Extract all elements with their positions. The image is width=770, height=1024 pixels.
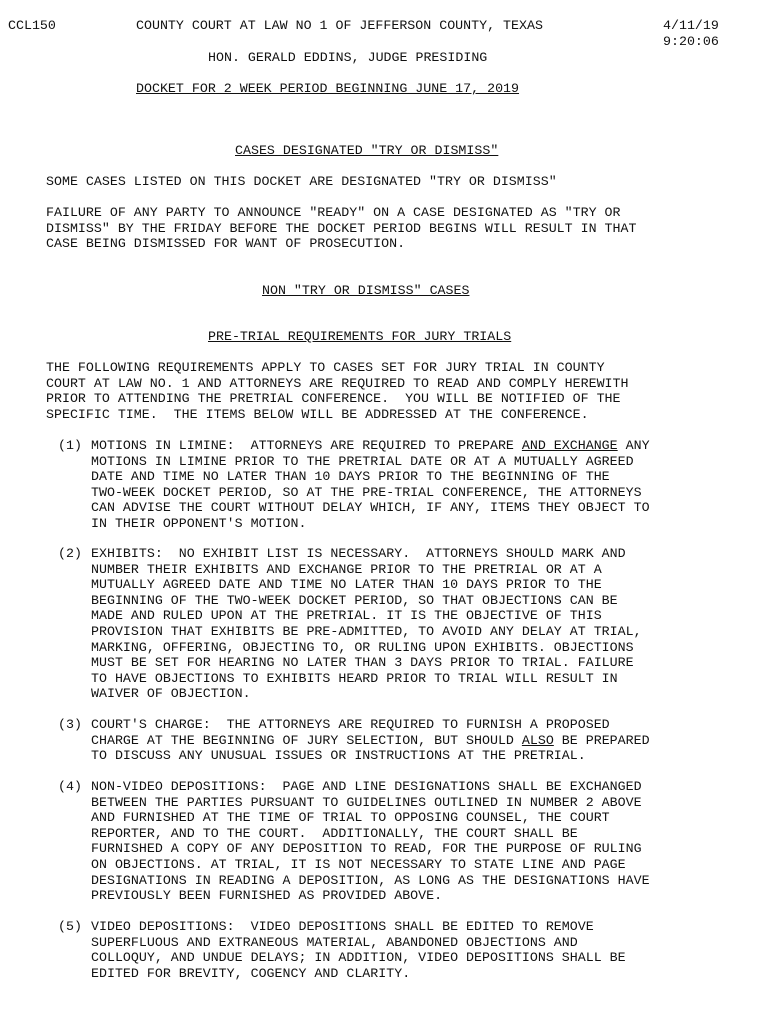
requirement-item-exhibits [91,546,642,702]
text-line: PREVIOUSLY BEEN FURNISHED AS PROVIDED ABOVE. [91,888,443,904]
docket-title: DOCKET FOR 2 WEEK PERIOD BEGINNING JUNE 17, 2019 [136,81,520,96]
text-line: FURNISHED A COPY OF ANY DEPOSITION TO READ, FOR THE PURPOSE OF RULING [91,841,642,857]
requirement-item-motions [91,438,650,532]
text-segment: ANY [617,438,650,453]
text-line: IN THEIR OPPONENT'S MOTION. [91,515,307,531]
text-line: REPORTER, AND TO THE COURT. ADDITIONALLY, THE COURT SHALL BE [91,825,578,841]
text-line: COURT AT LAW NO. 1 AND ATTORNEYS ARE REQUIRED TO READ AND COMPLY HEREWITH [46,375,629,391]
text-line: NON-VIDEO DEPOSITIONS: PAGE AND LINE DESIGNATIONS SHALL BE EXCHANGED [91,779,642,794]
requirement-item-charge [91,717,650,764]
pretrial-intro [46,360,736,422]
text-line: COLLOQUY, AND UNDUE DELAYS; IN ADDITION, VIDEO DEPOSITIONS SHALL BE [91,950,626,966]
requirement-item-non-video-depositions [91,779,650,904]
text-line: PRIOR TO ATTENDING THE PRETRIAL CONFERENCE. YOU WILL BE NOTIFIED OF THE [46,391,621,407]
text-line: TO DISCUSS ANY UNUSUAL ISSUES OR INSTRUCTIONS AT THE PRETRIAL. [91,748,586,764]
text-line: MADE AND RULED UPON AT THE PRETRIAL. IT IS THE OBJECTIVE OF THIS [91,608,602,624]
text-line: VIDEO DEPOSITIONS: VIDEO DEPOSITIONS SHALL BE EDITED TO REMOVE [91,919,594,934]
text-line: CASE BEING DISMISSED FOR WANT OF PROSECUTION. [46,236,406,252]
non-try-dismiss-heading: NON "TRY OR DISMISS" CASES [262,283,470,298]
underlined-text: AND EXCHANGE [521,438,618,453]
item-number: (2) [58,546,82,561]
text-line: FAILURE OF ANY PARTY TO ANNOUNCE "READY" ON A CASE DESIGNATED AS "TRY OR [46,205,621,220]
text-line: SUPERFLUOUS AND EXTRANEOUS MATERIAL, ABANDONED OBJECTIONS AND [91,934,578,950]
text-line: COURT'S CHARGE: THE ATTORNEYS ARE REQUIRED TO FURNISH A PROPOSED [91,717,610,732]
text-line: EDITED FOR BREVITY, COGENCY AND CLARITY. [91,965,411,981]
text-segment: BE PREPARED [553,732,650,748]
text-line: MUTUALLY AGREED DATE AND TIME NO LATER THAN 10 DAYS PRIOR TO THE [91,577,602,593]
text-line: DATE AND TIME NO LATER THAN 10 DAYS PRIOR TO THE BEGINNING OF THE [91,469,610,485]
pretrial-heading: PRE-TRIAL REQUIREMENTS FOR JURY TRIALS [208,329,512,344]
report-code: CCL150 [8,18,56,33]
text-line [91,733,650,749]
text-line: DISMISS" BY THE FRIDAY BEFORE THE DOCKET PERIOD BEGINS WILL RESULT IN THAT [46,220,637,236]
item-number: (4) [58,779,82,794]
requirement-item-video-depositions [91,919,626,981]
text-segment: CHARGE AT THE BEGINNING OF JURY SELECTION, BUT SHOULD [91,732,522,748]
text-line [91,438,650,454]
text-line: TO HAVE OBJECTIONS TO EXHIBITS HEARD PRIOR TO TRIAL WILL RESULT IN [91,670,618,686]
court-name: COUNTY COURT AT LAW NO 1 OF JEFFERSON COUNTY, TEXAS [136,18,543,33]
item-number: (3) [58,717,82,732]
text-line: AND FURNISHED AT THE TIME OF TRIAL TO OPPOSING COUNSEL, THE COURT [91,810,610,826]
report-date: 4/11/19 [663,18,719,33]
judge-line: HON. GERALD EDDINS, JUDGE PRESIDING [208,50,488,65]
report-time: 9:20:06 [663,34,719,49]
try-dismiss-warning [46,205,736,252]
item-number: (5) [58,919,82,934]
text-line: SPECIFIC TIME. THE ITEMS BELOW WILL BE ADDRESSED AT THE CONFERENCE. [46,406,589,422]
try-dismiss-heading: CASES DESIGNATED "TRY OR DISMISS" [235,143,499,158]
text-line: EXHIBITS: NO EXHIBIT LIST IS NECESSARY. ATTORNEYS SHOULD MARK AND [91,546,626,561]
text-line: BEGINNING OF THE TWO-WEEK DOCKET PERIOD, SO THAT OBJECTIONS CAN BE [91,592,618,608]
item-number: (1) [58,438,82,453]
text-segment: MOTIONS IN LIMINE: ATTORNEYS ARE REQUIRED TO PREPARE [91,438,522,453]
underlined-text: ALSO [521,732,554,748]
text-line: MOTIONS IN LIMINE PRIOR TO THE PRETRIAL DATE OR AT A MUTUALLY AGREED [91,453,634,469]
text-line: DESIGNATIONS IN READING A DEPOSITION, AS LONG AS THE DESIGNATIONS HAVE [91,872,650,888]
try-dismiss-intro: SOME CASES LISTED ON THIS DOCKET ARE DESIGNATED "TRY OR DISMISS" [46,174,557,189]
text-line: PROVISION THAT EXHIBITS BE PRE-ADMITTED, TO AVOID ANY DELAY AT TRIAL, [91,623,642,639]
text-line: MUST BE SET FOR HEARING NO LATER THAN 3 DAYS PRIOR TO TRIAL. FAILURE [91,655,634,671]
text-line: MARKING, OFFERING, OBJECTING TO, OR RULING UPON EXHIBITS. OBJECTIONS [91,639,634,655]
text-line: BETWEEN THE PARTIES PURSUANT TO GUIDELINES OUTLINED IN NUMBER 2 ABOVE [91,794,642,810]
text-line: CAN ADVISE THE COURT WITHOUT DELAY WHICH, IF ANY, ITEMS THEY OBJECT TO [91,500,650,516]
text-line: NUMBER THEIR EXHIBITS AND EXCHANGE PRIOR TO THE PRETRIAL OR AT A [91,561,602,577]
text-line: TWO-WEEK DOCKET PERIOD, SO AT THE PRE-TRIAL CONFERENCE, THE ATTORNEYS [91,484,642,500]
text-line: THE FOLLOWING REQUIREMENTS APPLY TO CASES SET FOR JURY TRIAL IN COUNTY [46,360,605,375]
text-line: WAIVER OF OBJECTION. [91,686,251,702]
text-line: ON OBJECTIONS. AT TRIAL, IT IS NOT NECESSARY TO STATE LINE AND PAGE [91,856,626,872]
